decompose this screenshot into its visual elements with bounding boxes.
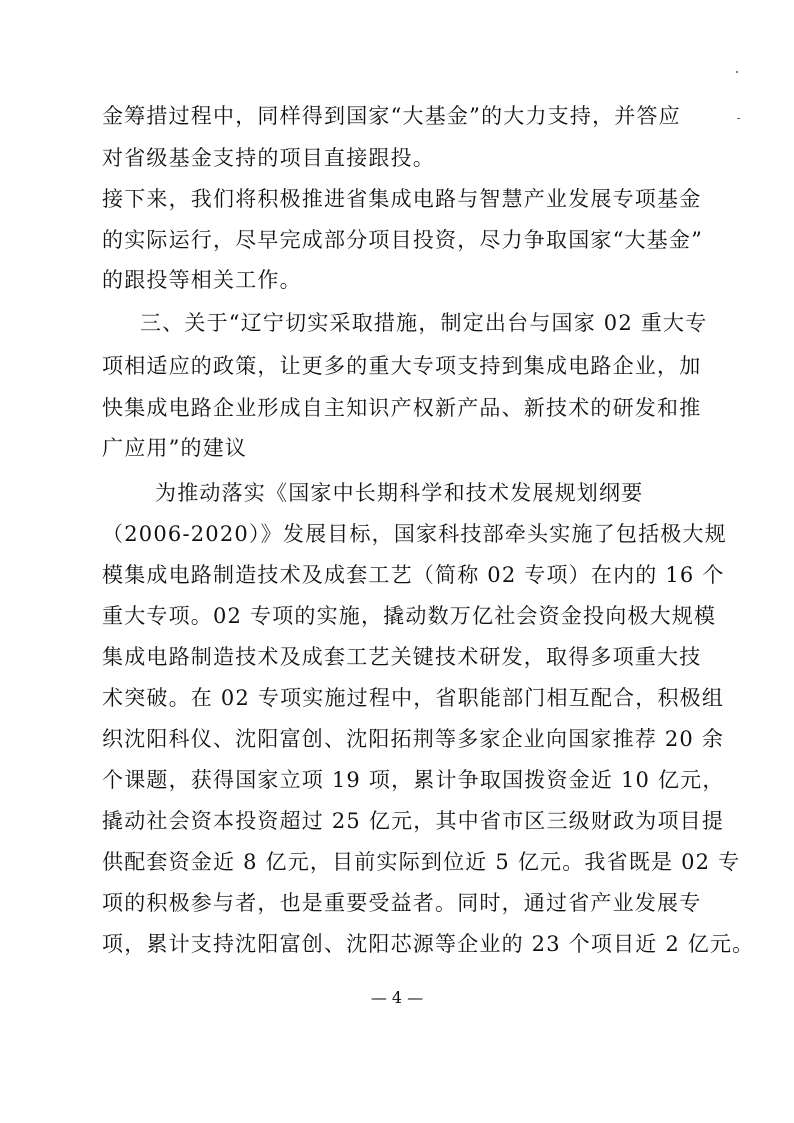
text-line: 为推动落实《国家中长期科学和技术发展规划纲要 [155, 481, 644, 505]
text-line: 的实际运行，尽早完成部分项目投资，尽力争取国家“大基金” [102, 228, 704, 252]
text-line: 对省级基金支持的项目直接跟投。 [102, 146, 435, 170]
text-line: 重大专项。02 专项的实施，撬动数万亿社会资金投向极大规模 [102, 604, 717, 628]
text-line: 的跟投等相关工作。 [102, 268, 302, 292]
text-line: 模集成电路制造技术及成套工艺（简称 02 专项）在内的 16 个 [102, 563, 725, 587]
text-line: 项，累计支持沈阳富创、沈阳芯源等企业的 23 个项目近 2 亿元。 [102, 932, 755, 956]
text-line: 金筹措过程中，同样得到国家“大基金”的大力支持，并答应 [102, 104, 681, 128]
text-line: 个课题，获得国家立项 19 项，累计争取国拨资金近 10 亿元， [102, 768, 725, 792]
section-heading-line: 快集成电路企业形成自主知识产权新产品、新技术的研发和推 [102, 396, 702, 420]
page-number: — 4 — [370, 988, 424, 1007]
text-line: 接下来，我们将积极推进省集成电路与智慧产业发展专项基金 [102, 187, 702, 211]
text-line: 项的积极参与者，也是重要受益者。同时，通过省产业发展专 [102, 891, 702, 915]
scan-speck [737, 118, 740, 119]
section-heading-line: 项相适应的政策，让更多的重大专项支持到集成电路企业，加 [102, 354, 702, 378]
text-line: 撬动社会资本投资超过 25 亿元，其中省市区三级财政为项目提 [102, 809, 725, 833]
section-heading-line: 三、关于“辽宁切实采取措施，制定出台与国家 02 重大专 [140, 311, 708, 335]
text-line: 术突破。在 02 专项实施过程中，省职能部门相互配合，积极组 [102, 686, 725, 710]
text-line: 集成电路制造技术及成套工艺关键技术研发，取得多项重大技 [102, 645, 702, 669]
scan-speck [736, 71, 738, 73]
text-line: （2006-2020）》发展目标，国家科技部牵头实施了包括极大规 [102, 522, 727, 546]
text-line: 织沈阳科仪、沈阳富创、沈阳拓荆等多家企业向国家推荐 20 余 [102, 727, 725, 751]
section-heading-line: 广应用”的建议 [102, 436, 248, 460]
text-line: 供配套资金近 8 亿元，目前实际到位近 5 亿元。我省既是 02 专 [102, 850, 741, 874]
